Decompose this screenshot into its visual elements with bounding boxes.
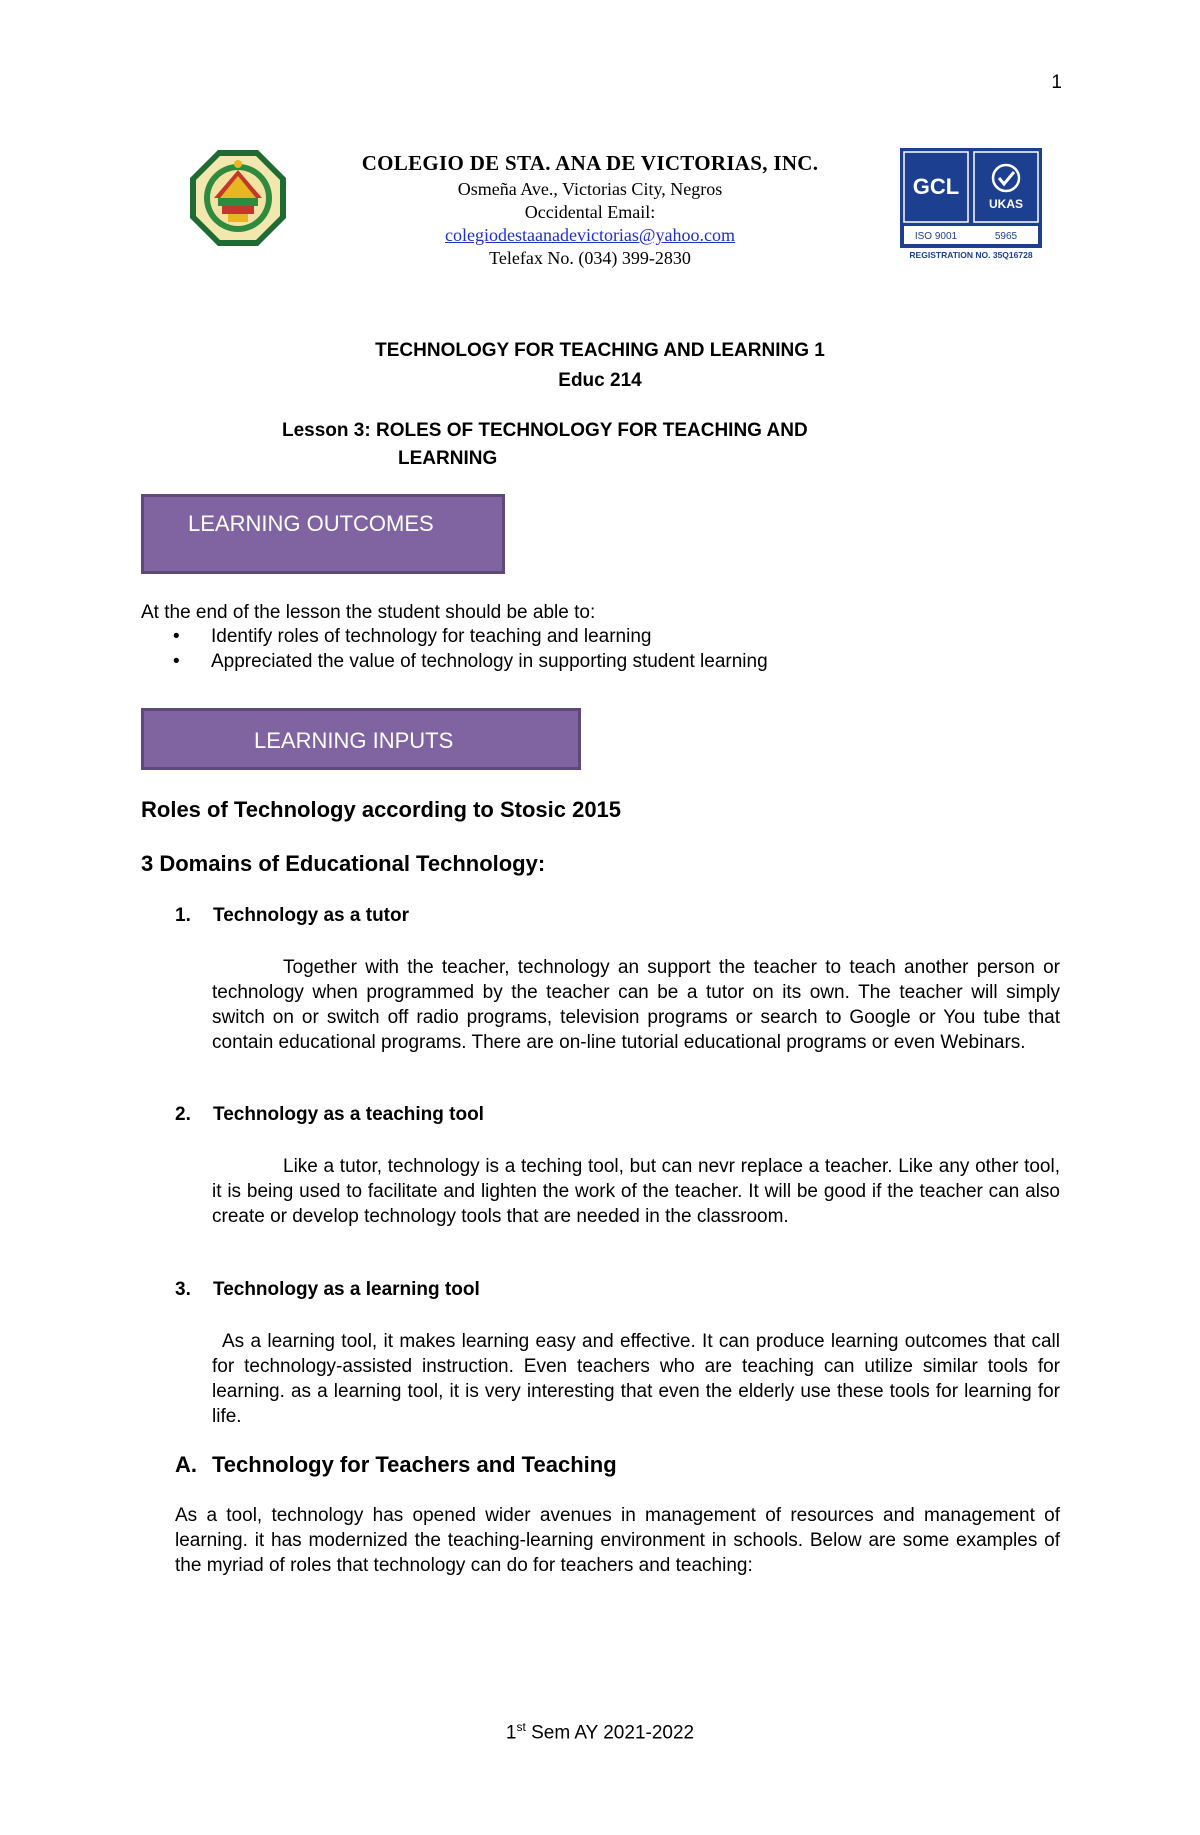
domain-item-1-paragraph (212, 955, 1060, 1055)
cert-registration-text: REGISTRATION NO. 35Q16728 (909, 250, 1033, 260)
lesson-title (282, 417, 922, 473)
lesson-title-line1: Lesson 3: ROLES OF TECHNOLOGY FOR TEACHING AND (282, 420, 808, 441)
school-email-link[interactable]: colegiodestaanadevictorias@yahoo.com (445, 225, 735, 245)
domain-item-number: 3. (175, 1279, 191, 1300)
section-a-heading (175, 1452, 617, 1478)
school-address-line1: Osmeña Ave., Victorias City, Negros (457, 179, 723, 199)
cert-code-text: 5965 (994, 231, 1018, 242)
school-header (300, 152, 880, 270)
domain-item-2-paragraph (212, 1154, 1060, 1229)
domain-item-title: Technology as a tutor (213, 905, 410, 926)
list-item (171, 649, 768, 674)
lesson-title-line2: LEARNING (398, 448, 498, 469)
roles-heading: Roles of Technology according to Stosic 2015 (141, 797, 622, 822)
course-code: Educ 214 (558, 370, 642, 391)
section-a-letter: A. (175, 1452, 197, 1477)
section-a-paragraph: As a tool, technology has opened wider avenues in management of resources and management of learning. it has modernized the teaching-learning environment in schools. Below are some examples of the myriad of roles that technology can do for teachers and teaching: (175, 1505, 1060, 1576)
outcomes-intro: At the end of the lesson the student should be able to: (141, 602, 596, 623)
school-seal-icon (188, 148, 288, 248)
footer-sem-rest: Sem AY 2021-2022 (525, 1722, 695, 1744)
paragraph-text: Like a tutor, technology is a teching tool, but can nevr replace a teacher. Like any other tool, it is being used to facilitate and lighten the work of the teacher. It will be good if the teacher can also create or develop technology tools that are needed in the classroom. (212, 1156, 1060, 1227)
gcl-ukas-certification-icon (900, 148, 1042, 260)
cert-ukas-text: UKAS (988, 197, 1024, 211)
paragraph-text: As a learning tool, it makes learning easy and effective. It can produce learning outcomes that call for technology-assisted instruction. Even teachers who are teaching can utilize similar tools for learning. as a learning tool, it is very interesting that even the elderly use these tools for learning for life. (212, 1331, 1060, 1427)
outcome-text: Identify roles of technology for teaching and learning (211, 626, 652, 647)
page-number: 1 (1051, 72, 1062, 93)
domain-item-1-heading (175, 905, 409, 927)
domain-item-number: 2. (175, 1104, 191, 1125)
cert-gcl-text: GCL (912, 174, 960, 199)
footer-semester (0, 1720, 1200, 1744)
section-a-title: Technology for Teachers and Teaching (212, 1452, 617, 1477)
domain-item-3-heading (175, 1279, 480, 1301)
domain-item-title: Technology as a teaching tool (213, 1104, 484, 1125)
learning-inputs-box: LEARNING INPUTS (141, 708, 581, 770)
domain-item-3-paragraph (212, 1329, 1060, 1429)
paragraph-text: Together with the teacher, technology an support the teacher to teach another person or technology when programmed by the teacher can be a tutor on its own. The teacher will simply switch on or switch off radio programs, television programs or search to Google or You tube that contain educational programs. There are on-line tutorial educational programs or even Webinars. (212, 957, 1060, 1053)
school-telefax: Telefax No. (034) 399-2830 (489, 248, 691, 268)
school-address-line2: Occidental Email: (524, 202, 656, 222)
footer-sem-suffix: st (516, 1720, 526, 1734)
list-item (171, 624, 768, 649)
outcome-text: Appreciated the value of technology in supporting student learning (211, 651, 768, 672)
domains-heading: 3 Domains of Educational Technology: (141, 851, 546, 876)
domain-item-title: Technology as a learning tool (213, 1279, 480, 1300)
cert-iso-text: ISO 9001 (914, 231, 958, 242)
course-title: TECHNOLOGY FOR TEACHING AND LEARNING 1 (375, 340, 825, 361)
bullet-icon: • (173, 626, 180, 647)
bullet-icon: • (173, 651, 180, 672)
footer-sem-number: 1 (505, 1722, 517, 1744)
outcomes-list (171, 624, 768, 674)
learning-outcomes-box: LEARNING OUTCOMES (141, 494, 505, 574)
school-name: COLEGIO DE STA. ANA DE VICTORIAS, INC. (361, 151, 819, 175)
domain-item-2-heading (175, 1104, 484, 1126)
domain-item-number: 1. (175, 905, 191, 926)
